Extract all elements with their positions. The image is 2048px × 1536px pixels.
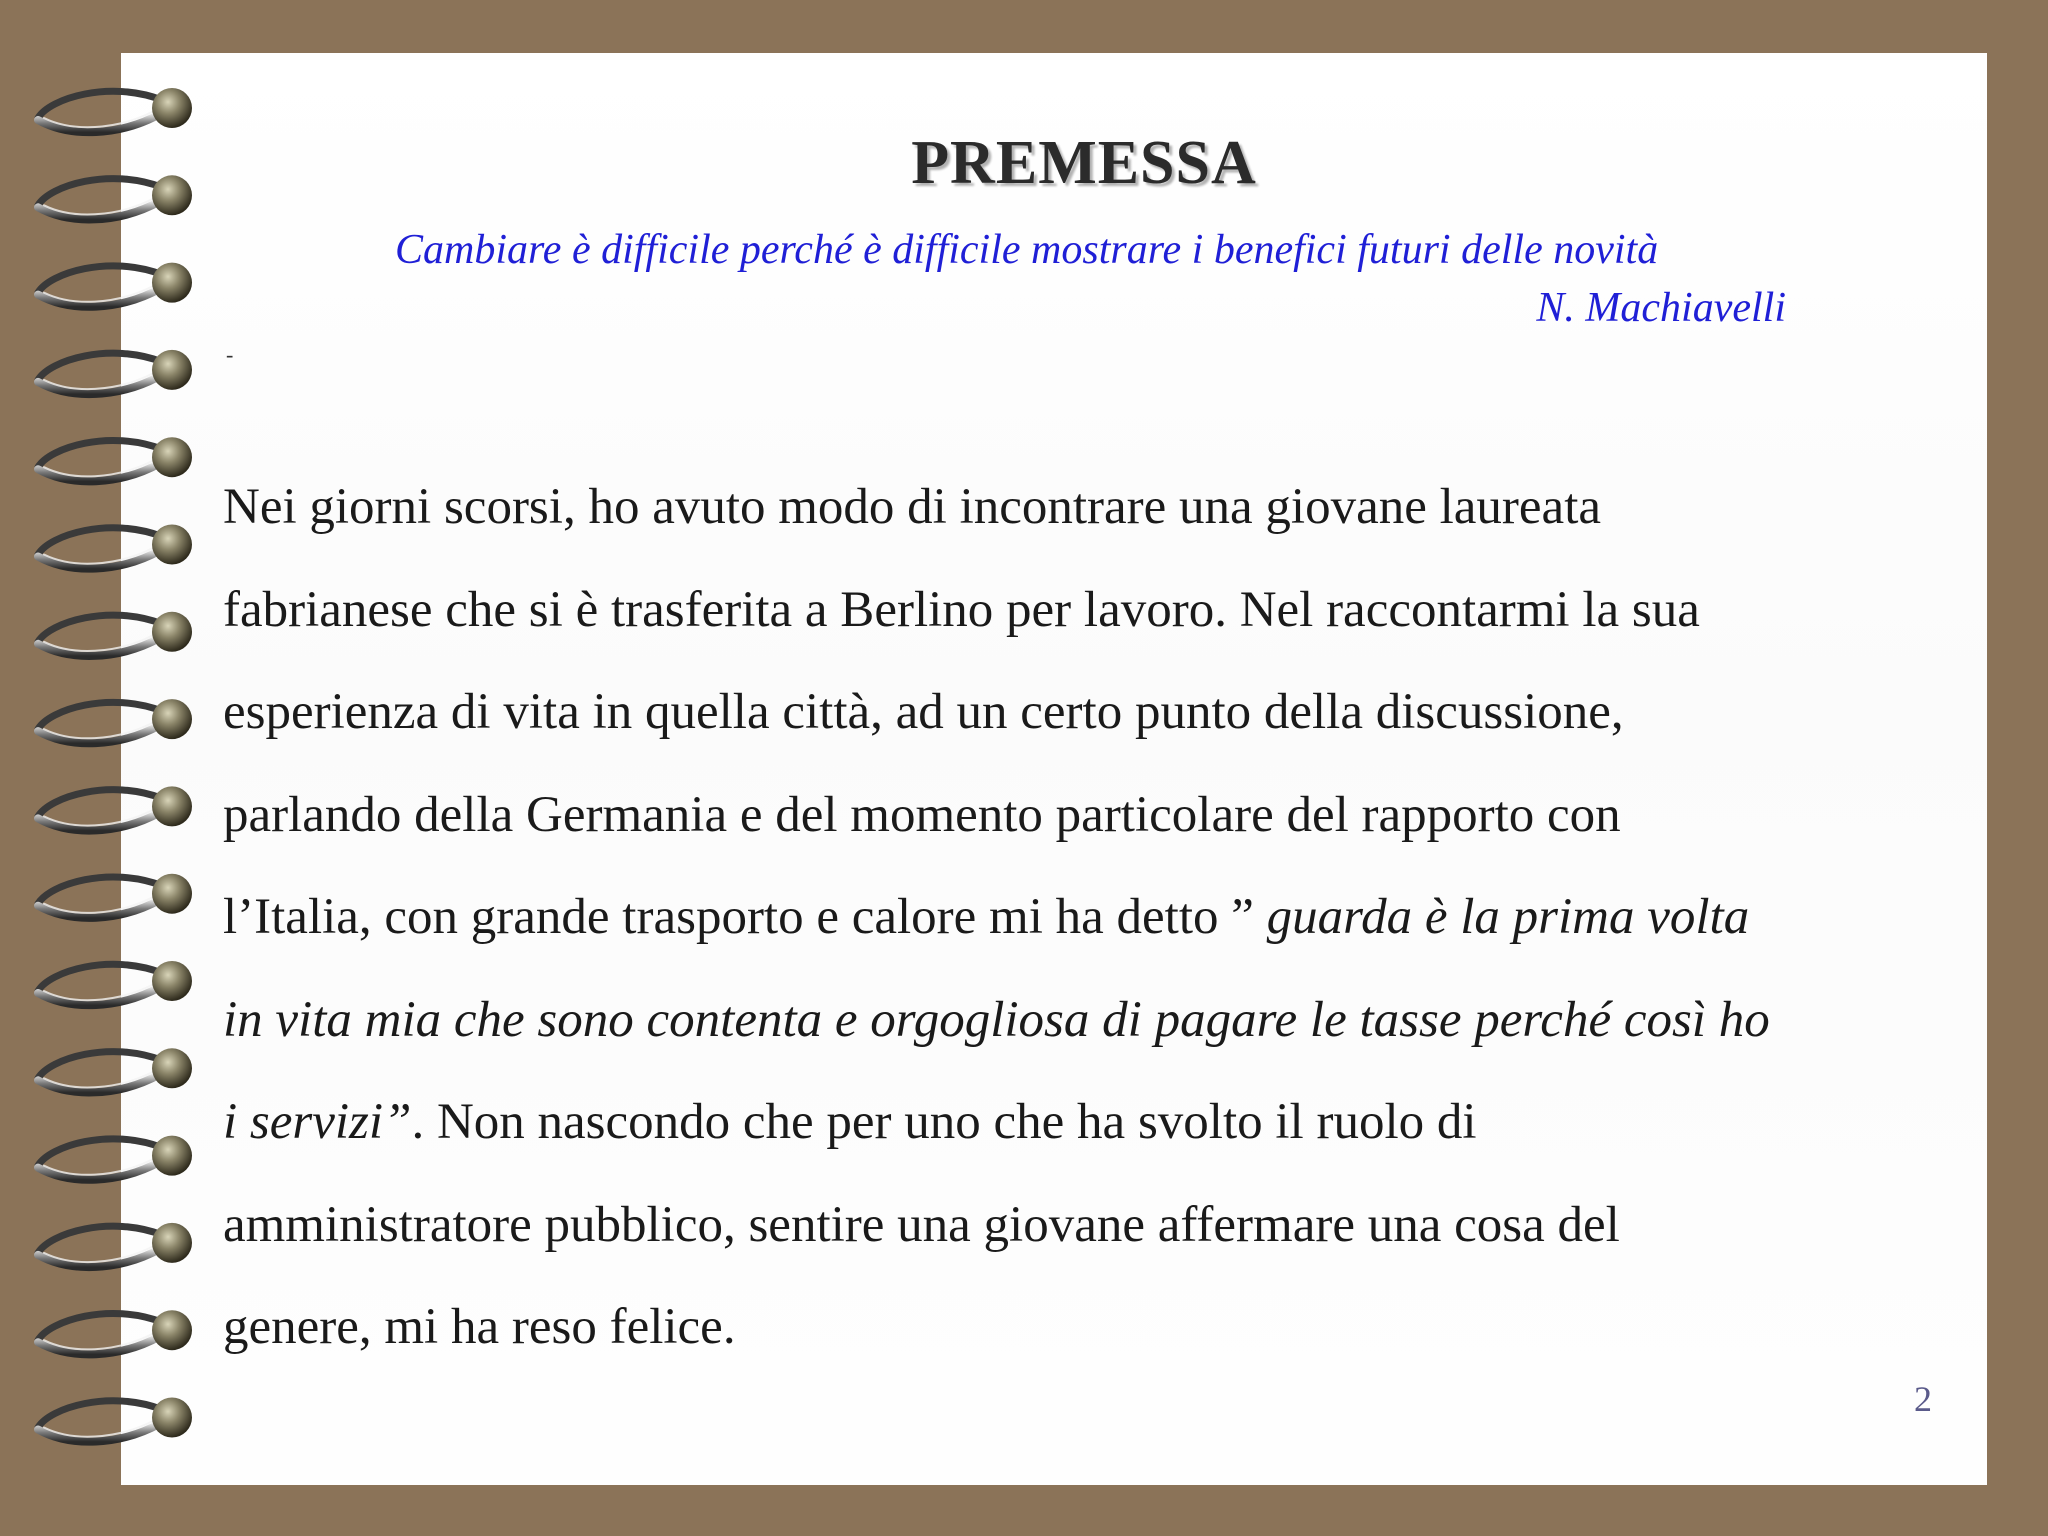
body-line: esperienza di vita in quella città, ad un certo punto della discussione, xyxy=(223,684,1624,740)
body-text-italic: in vita mia che sono contenta e orgogliosa di pagare le tasse perché così ho xyxy=(223,991,1770,1048)
body-text-normal: . Non nascondo che per uno che ha svolto il ruolo di xyxy=(411,1094,1477,1150)
body-line xyxy=(223,1071,1983,1174)
body-line: Nei giorni scorsi, ho avuto modo di incontrare una giovane laureata xyxy=(223,479,1601,535)
body-text-italic: guarda è la prima volta xyxy=(1266,889,1750,945)
body-line: fabrianese che si è trasferita a Berlino per lavoro. Nel raccontarmi la sua xyxy=(223,581,1700,638)
body-line xyxy=(223,866,1983,969)
body-line xyxy=(223,969,1983,1072)
dash-mark: - xyxy=(226,342,234,367)
quote-text: Cambiare è difficile perché è difficile mostrare i benefici futuri delle novità xyxy=(395,227,1659,273)
slide-title: PREMESSA xyxy=(911,129,1257,197)
body-text-italic: i servizi” xyxy=(223,1094,412,1150)
body-paragraph xyxy=(223,456,1983,1379)
page-number: 2 xyxy=(1914,1379,1932,1419)
body-line: genere, mi ha reso felice. xyxy=(223,1299,736,1355)
body-line: parlando della Germania e del momento particolare del rapporto con xyxy=(223,786,1621,843)
body-line: amministratore pubblico, sentire una giovane affermare una cosa del xyxy=(223,1196,1620,1253)
quote-author: N. Machiavelli xyxy=(1536,285,1786,331)
body-text-normal: l’Italia, con grande trasporto e calore mi ha detto ” xyxy=(223,889,1267,945)
